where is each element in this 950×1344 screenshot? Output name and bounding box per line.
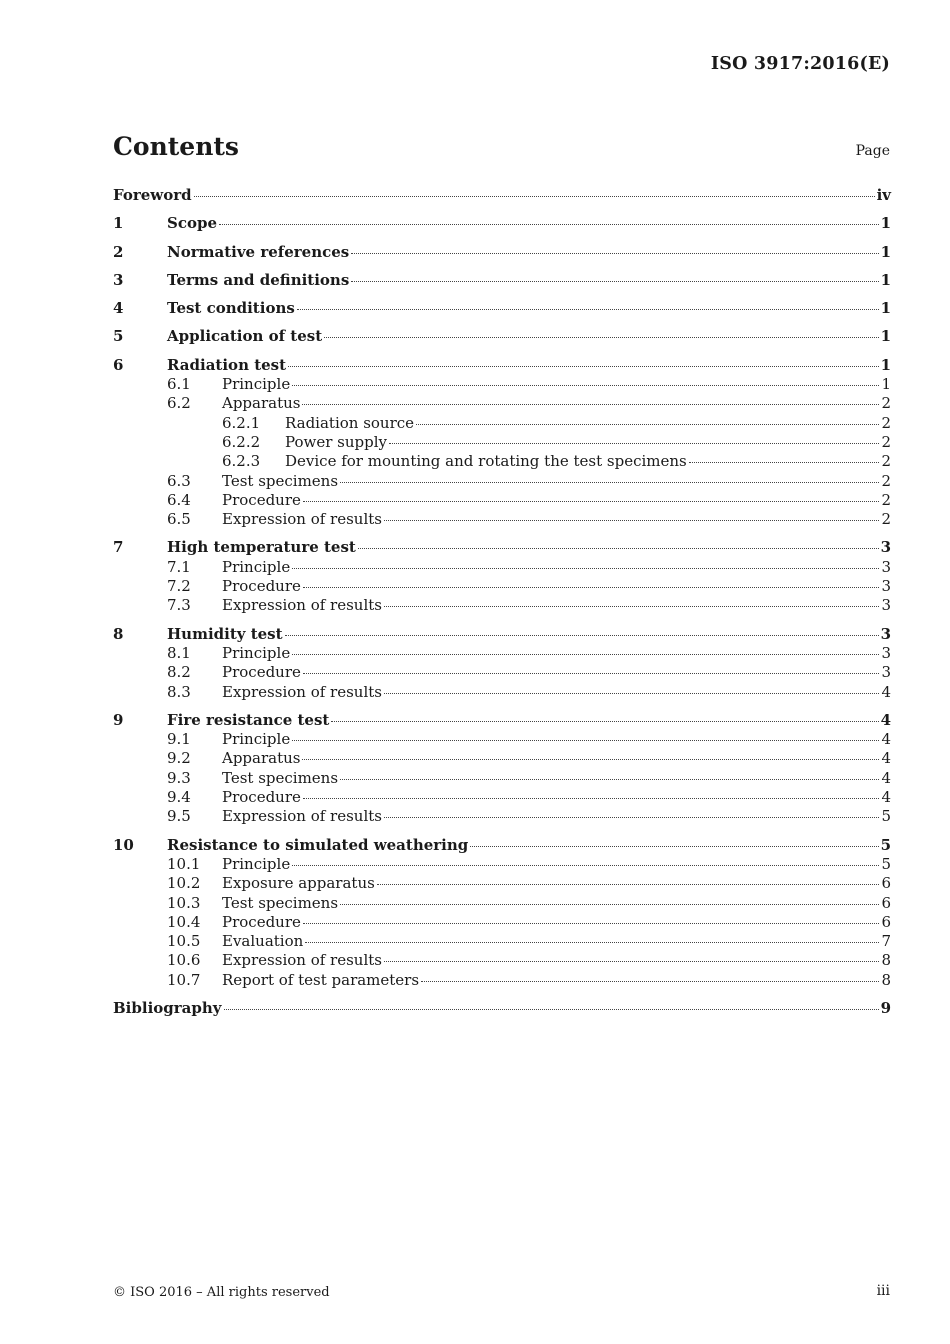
toc-entry-title: High temperature test [167, 538, 356, 557]
toc-entry[interactable] [113, 394, 891, 413]
toc-entry[interactable] [113, 414, 891, 433]
toc-entry-title: Bibliography [113, 998, 222, 1017]
page-column-label: Page [855, 143, 890, 159]
toc-entry[interactable] [113, 683, 891, 702]
toc-entry-title: Test specimens [222, 471, 339, 490]
toc-entry[interactable] [113, 491, 891, 510]
toc-entry-number: 10.5 [167, 932, 201, 951]
toc-entry-page: 3 [881, 596, 891, 615]
toc-entry-title: Terms and definitions [167, 270, 350, 289]
toc-entry[interactable] [113, 913, 891, 932]
dot-leader [297, 308, 879, 310]
dot-leader [331, 720, 878, 722]
toc-entry[interactable] [113, 932, 891, 951]
toc-entry-number: 10.2 [167, 874, 201, 893]
toc-entry-title: Evaluation [222, 932, 304, 951]
toc-entry[interactable] [113, 769, 891, 788]
dot-leader [351, 252, 878, 254]
toc-entry[interactable] [113, 452, 891, 471]
toc-entry-page: 5 [881, 807, 891, 826]
toc-entry[interactable] [113, 472, 891, 491]
dot-leader [292, 864, 879, 866]
dot-leader [303, 922, 880, 924]
toc-entry-title: Apparatus [222, 749, 301, 768]
toc-entry-number: 6.2 [167, 394, 191, 413]
toc-entry-title: Radiation test [167, 355, 287, 374]
toc-entry-page: 3 [880, 624, 891, 643]
toc-entry[interactable] [113, 855, 891, 874]
dot-leader [303, 672, 880, 674]
toc-entry-title: Test specimens [222, 893, 339, 912]
toc-entry-page: 4 [881, 788, 891, 807]
toc-entry[interactable] [113, 663, 891, 682]
dot-leader [340, 903, 879, 905]
toc-entry-title: Expression of results [222, 510, 382, 529]
dot-leader [340, 481, 879, 483]
toc-entry-title: Normative references [167, 242, 350, 261]
toc-entry-number: 1 [113, 214, 124, 233]
toc-entry-page: 8 [881, 951, 891, 970]
toc-entry[interactable] [113, 299, 891, 318]
toc-entry-title: Expression of results [222, 807, 382, 826]
toc-entry-number: 6.4 [167, 490, 191, 509]
toc-entry-page: 2 [881, 394, 891, 413]
toc-entry[interactable] [113, 730, 891, 749]
toc-entry-number: 9.5 [167, 807, 191, 826]
toc-entry-title: Fire resistance test [167, 710, 330, 729]
dot-leader [421, 980, 879, 982]
dot-leader [324, 336, 878, 338]
toc-entry-title: Test specimens [222, 768, 339, 787]
toc-entry-page: 5 [880, 835, 891, 854]
toc-entry[interactable] [113, 433, 891, 452]
page-number: iii [876, 1283, 890, 1299]
toc-entry-title: Foreword [113, 186, 192, 204]
toc-entry[interactable] [113, 596, 891, 615]
dot-leader [194, 195, 875, 197]
toc-entry[interactable] [113, 375, 891, 394]
toc-entry-page: iv [876, 186, 891, 204]
toc-entry-page: 2 [881, 471, 891, 490]
toc-entry-title: Power supply [285, 432, 388, 451]
toc-entry-number: 6.2.2 [222, 432, 261, 451]
toc-entry-title: Procedure [222, 788, 301, 807]
toc-entry-number: 6 [113, 355, 124, 374]
toc-entry[interactable] [113, 971, 891, 990]
dot-leader [302, 403, 879, 405]
dot-leader [389, 442, 879, 444]
toc-entry-page: 5 [881, 854, 891, 873]
dot-leader [302, 758, 879, 760]
toc-entry-number: 8 [113, 624, 124, 643]
toc-entry-number: 6.1 [167, 375, 191, 394]
toc-entry[interactable] [113, 186, 891, 205]
toc-entry-title: Procedure [222, 912, 301, 931]
toc-entry-page: 3 [881, 557, 891, 576]
toc-entry-page: 3 [881, 643, 891, 662]
dot-leader [384, 605, 879, 607]
toc-entry-page: 4 [881, 730, 891, 749]
toc-entry[interactable] [113, 510, 891, 529]
dot-leader [377, 883, 880, 885]
dot-leader [351, 280, 878, 282]
dot-leader [303, 797, 880, 799]
toc-entry-page: 4 [881, 749, 891, 768]
dot-leader [219, 223, 879, 225]
toc-entry[interactable] [113, 327, 891, 346]
toc-entry[interactable] [113, 356, 891, 375]
toc-entry-title: Procedure [222, 577, 301, 596]
contents-heading: Contents [113, 132, 240, 161]
toc-entry-title: Procedure [222, 490, 301, 509]
toc-entry-title: Exposure apparatus [222, 874, 375, 893]
toc-entry-number: 2 [113, 242, 124, 261]
toc-entry[interactable] [113, 807, 891, 826]
dot-leader [689, 461, 880, 463]
toc-entry-page: 2 [881, 452, 891, 471]
dot-leader [358, 547, 879, 549]
dot-leader [285, 634, 879, 636]
toc-entry[interactable] [113, 243, 891, 262]
toc-entry[interactable] [113, 577, 891, 596]
toc-entry-title: Apparatus [222, 394, 301, 413]
toc-entry-page: 1 [880, 270, 891, 289]
toc-entry-page: 3 [880, 538, 891, 557]
toc-entry-number: 9.4 [167, 788, 191, 807]
toc-entry-page: 2 [881, 490, 891, 509]
toc-entry-page: 4 [881, 682, 891, 701]
toc-entry[interactable] [113, 951, 891, 970]
toc-entry-number: 10.6 [167, 951, 201, 970]
dot-leader [224, 1008, 879, 1010]
toc-entry-page: 3 [881, 577, 891, 596]
toc-entry[interactable] [113, 644, 891, 663]
toc-entry-number: 7.2 [167, 577, 191, 596]
toc-entry-page: 6 [881, 912, 891, 931]
toc-entry-title: Scope [167, 214, 218, 233]
toc-entry-number: 8.3 [167, 682, 191, 701]
toc-entry-page: 4 [881, 768, 891, 787]
toc-entry-page: 2 [881, 413, 891, 432]
toc-entry-title: Resistance to simulated weathering [167, 835, 469, 854]
toc-entry-number: 8.2 [167, 663, 191, 682]
toc-entry-number: 9 [113, 710, 124, 729]
dot-leader [416, 423, 879, 425]
toc-entry[interactable] [113, 558, 891, 577]
toc-entry-number: 6.2.3 [222, 452, 261, 471]
dot-leader [305, 941, 879, 943]
dot-leader [384, 519, 879, 521]
toc-entry[interactable] [113, 538, 891, 557]
toc-entry-title: Application of test [167, 327, 323, 346]
dot-leader [384, 816, 879, 818]
toc-entry-number: 7 [113, 538, 124, 557]
toc-entry[interactable] [113, 874, 891, 893]
toc-entry-title: Principle [222, 375, 291, 394]
dot-leader [303, 500, 880, 502]
dot-leader [288, 365, 879, 367]
toc-entry[interactable] [113, 894, 891, 913]
dot-leader [470, 845, 878, 847]
toc-entry-number: 6.5 [167, 510, 191, 529]
toc-entry-page: 2 [881, 432, 891, 451]
toc-entry-title: Expression of results [222, 682, 382, 701]
toc-entry-title: Humidity test [167, 624, 283, 643]
toc-entry-number: 6.2.1 [222, 413, 261, 432]
toc-entry-title: Principle [222, 557, 291, 576]
toc-entry-page: 1 [880, 299, 891, 318]
toc-entry-number: 3 [113, 270, 124, 289]
dot-leader [340, 778, 879, 780]
toc-entry-page: 9 [880, 998, 891, 1017]
toc-entry-number: 7.3 [167, 596, 191, 615]
toc-entry-number: 10.3 [167, 893, 201, 912]
toc-entry-number: 9.2 [167, 749, 191, 768]
toc-entry-page: 1 [880, 214, 891, 233]
toc-entry-number: 10 [113, 835, 134, 854]
toc-entry[interactable] [113, 999, 891, 1018]
toc-entry-page: 1 [880, 242, 891, 261]
toc-entry-title: Principle [222, 730, 291, 749]
toc-entry-page: 1 [880, 355, 891, 374]
dot-leader [384, 960, 879, 962]
toc-entry-number: 10.4 [167, 912, 201, 931]
toc-entry-title: Radiation source [285, 413, 415, 432]
toc-entry[interactable] [113, 214, 891, 233]
toc-entry-title: Report of test parameters [222, 970, 420, 989]
toc-entry-title: Procedure [222, 663, 301, 682]
dot-leader [292, 567, 879, 569]
toc-entry-page: 8 [881, 970, 891, 989]
toc-entry-number: 8.1 [167, 643, 191, 662]
toc-entry[interactable] [113, 788, 891, 807]
copyright-notice: © ISO 2016 – All rights reserved [113, 1285, 330, 1300]
toc-entry[interactable] [113, 836, 891, 855]
dot-leader [292, 739, 879, 741]
toc-entry-title: Expression of results [222, 951, 382, 970]
toc-entry-page: 1 [880, 327, 891, 346]
toc-entry-page: 1 [881, 375, 891, 394]
toc-entry-number: 6.3 [167, 471, 191, 490]
toc-entry[interactable] [113, 271, 891, 290]
toc-entry-title: Principle [222, 854, 291, 873]
toc-entry-page: 4 [880, 710, 891, 729]
toc-entry-number: 7.1 [167, 557, 191, 576]
dot-leader [292, 384, 879, 386]
dot-leader [303, 586, 880, 588]
toc-entry[interactable] [113, 711, 891, 730]
toc-entry-title: Expression of results [222, 596, 382, 615]
toc-entry-page: 2 [881, 510, 891, 529]
toc-entry-number: 5 [113, 327, 124, 346]
toc-entry-title: Principle [222, 643, 291, 662]
toc-entry-page: 3 [881, 663, 891, 682]
toc-entry-number: 9.3 [167, 768, 191, 787]
toc-entry-title: Device for mounting and rotating the test specimens [285, 452, 687, 471]
toc-entry[interactable] [113, 749, 891, 768]
toc-entry-page: 7 [881, 932, 891, 951]
document-id: ISO 3917:2016(E) [710, 54, 890, 74]
table-of-contents [113, 186, 891, 1018]
toc-entry-page: 6 [881, 874, 891, 893]
dot-leader [384, 692, 879, 694]
toc-entry-number: 10.7 [167, 970, 201, 989]
toc-entry-number: 9.1 [167, 730, 191, 749]
toc-entry-title: Test conditions [167, 299, 295, 318]
dot-leader [292, 653, 879, 655]
toc-entry-number: 4 [113, 299, 124, 318]
toc-entry-number: 10.1 [167, 854, 201, 873]
toc-entry[interactable] [113, 625, 891, 644]
toc-entry-page: 6 [881, 893, 891, 912]
